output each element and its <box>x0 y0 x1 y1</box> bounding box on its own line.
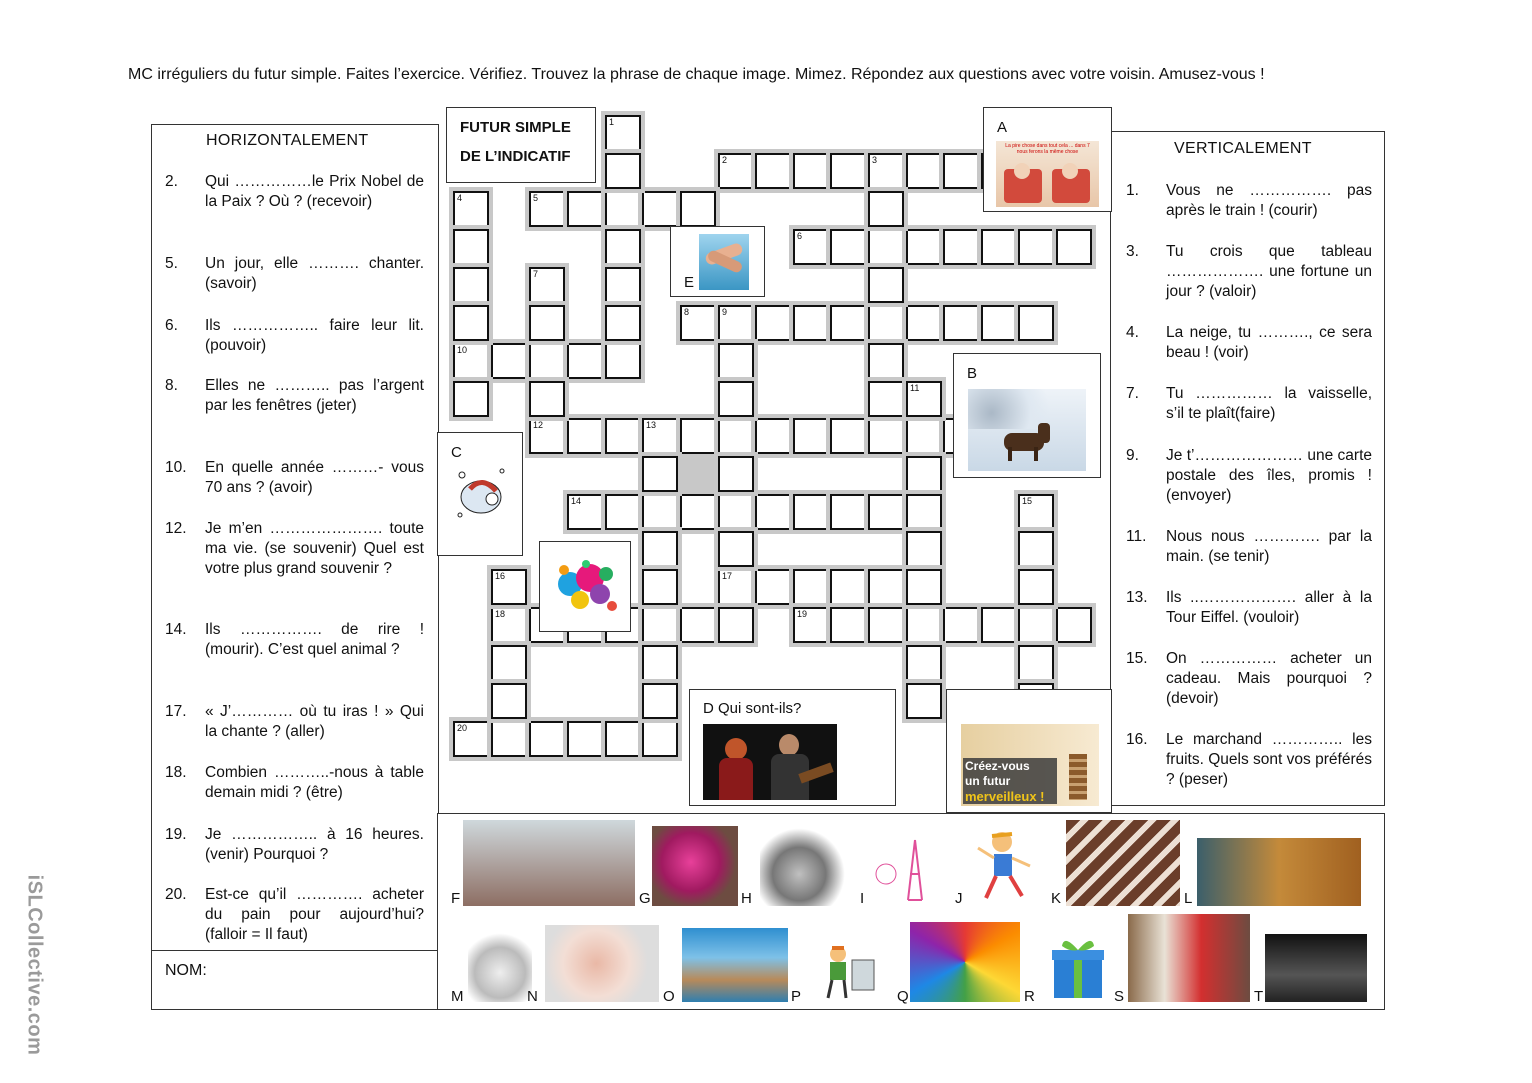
crossword-cell[interactable] <box>1018 645 1054 681</box>
cell-number: 9 <box>722 307 728 317</box>
picture-box-c <box>437 432 523 556</box>
crossword-cell[interactable] <box>642 418 678 454</box>
clue-number: 10. <box>165 459 187 476</box>
clue-text: Tu …………… la vaisselle, s’il te plaît(faire) <box>1166 385 1372 422</box>
crossword-cell[interactable] <box>529 418 565 454</box>
crossword-cell[interactable] <box>868 343 904 379</box>
crossword-cell[interactable] <box>718 343 754 379</box>
crossword-cell[interactable] <box>605 494 641 530</box>
cell-number: 15 <box>1022 496 1033 506</box>
vertical-title: VERTICALEMENT <box>1174 140 1312 157</box>
poster-line-3: merveilleux ! <box>965 789 1045 804</box>
picture-label-a: A <box>997 119 1008 136</box>
crossword-cell[interactable] <box>981 607 1017 643</box>
crossword-cell[interactable] <box>755 153 791 189</box>
crossword-cell[interactable] <box>718 305 754 341</box>
gift-icon <box>1048 930 1108 1002</box>
cell-number: 4 <box>457 193 463 203</box>
crossword-cell[interactable] <box>605 418 641 454</box>
eiffel-drawing <box>870 834 948 906</box>
clue-text: Ils …………….. faire leur lit. (pouvoir) <box>205 317 424 354</box>
crossword-cell[interactable] <box>680 305 716 341</box>
picture-label: O <box>663 988 675 1005</box>
clue-number: 1. <box>1126 182 1139 199</box>
cell-number: 18 <box>495 609 506 619</box>
crossword-cell[interactable] <box>906 153 942 189</box>
crossword-cell[interactable] <box>642 456 678 492</box>
crossword-cell[interactable] <box>642 645 678 681</box>
cell-number: 5 <box>533 193 539 203</box>
clue-text: Un jour, elle ………. chanter. (savoir) <box>205 255 424 292</box>
baby-photo <box>545 925 659 1002</box>
crossword-cell[interactable] <box>491 569 527 605</box>
crossword-cell[interactable] <box>605 343 641 379</box>
clue-number: 12. <box>165 520 187 537</box>
cell-number: 6 <box>797 231 803 241</box>
picture-label: P <box>791 988 802 1005</box>
crossword-cell[interactable] <box>943 153 979 189</box>
clue-number: 18. <box>165 764 187 781</box>
crossword-cell[interactable] <box>529 305 565 341</box>
cell-number: 12 <box>533 420 544 430</box>
crossword-cell[interactable] <box>567 721 603 757</box>
crossword-cell[interactable] <box>605 721 641 757</box>
crossword-cell[interactable] <box>491 607 527 643</box>
crossword-cell[interactable] <box>642 191 678 227</box>
crossword-cell[interactable] <box>529 381 565 417</box>
clue-text: Elles ne ……….. pas l’argent par les fenêtres (jeter) <box>205 377 424 414</box>
crossword-cell[interactable] <box>1056 229 1092 265</box>
crossword-cell[interactable] <box>981 305 1017 341</box>
crossword-cell[interactable] <box>529 721 565 757</box>
picture-a-caption: La pire chose dans tout cela ... dans 7 nous ferons la même chose <box>1005 143 1090 155</box>
crossword-cell[interactable] <box>868 381 904 417</box>
crossword-cell[interactable] <box>1018 305 1054 341</box>
picture-box-d <box>689 689 896 806</box>
crossword-cell[interactable] <box>943 305 979 341</box>
crossword-cell[interactable] <box>718 381 754 417</box>
picture-b-photo <box>968 389 1086 471</box>
crossword-cell[interactable] <box>605 115 641 151</box>
cell-number: 2 <box>722 155 728 165</box>
picture-a-photo <box>996 141 1099 207</box>
crossword-cell[interactable] <box>868 494 904 530</box>
picture-label-b: B <box>967 365 978 382</box>
crossword-cell[interactable] <box>830 305 866 341</box>
nom-label: NOM: <box>165 962 207 979</box>
cell-number: 14 <box>571 496 582 506</box>
crossword-cell[interactable] <box>1018 494 1054 530</box>
crossword-cell[interactable] <box>605 153 641 189</box>
clue-text: On …………… acheter un cadeau. Mais pourquoi ? (devoir) <box>1166 650 1372 707</box>
clue-number: 4. <box>1126 324 1139 341</box>
picture-label: Q <box>897 988 909 1005</box>
clue-number: 19. <box>165 826 187 843</box>
crossword-cell[interactable] <box>567 191 603 227</box>
clue-text: Vous ne ……………. pas après le train ! (courir) <box>1166 182 1372 219</box>
crossword-cell[interactable] <box>755 494 791 530</box>
horizontal-title: HORIZONTALEMENT <box>206 132 369 149</box>
cell-number: 16 <box>495 571 506 581</box>
crossword-cell[interactable] <box>605 229 641 265</box>
picture-e-photo <box>699 234 749 290</box>
crossword-cell[interactable] <box>793 153 829 189</box>
clue-number: 16. <box>1126 731 1148 748</box>
picture-label-e: E <box>684 274 695 291</box>
crossword-cell[interactable] <box>567 418 603 454</box>
clue-number: 5. <box>165 255 178 272</box>
crossword-cell[interactable] <box>906 569 942 605</box>
crossword-cell[interactable] <box>1018 569 1054 605</box>
crossword-cell[interactable] <box>642 569 678 605</box>
crossword-title-line1: FUTUR SIMPLE <box>460 119 571 136</box>
picture-label: H <box>741 890 752 907</box>
crossword-cell[interactable] <box>755 305 791 341</box>
clue-number: 17. <box>165 703 187 720</box>
crossword-cell[interactable] <box>906 456 942 492</box>
crossword-cell[interactable] <box>755 569 791 605</box>
train-running-photo <box>1197 838 1361 906</box>
crossword-cell[interactable] <box>642 721 678 757</box>
crossword-cell[interactable] <box>943 229 979 265</box>
instructions: MC irréguliers du futur simple. Faites l’exercice. Vérifiez. Trouvez la phrase de chaque image. Mimez. Répondez aux questions avec votre voisin. Amusez-vous ! <box>128 66 1265 83</box>
pink-dog-photo <box>652 826 738 906</box>
picture-box-b <box>953 353 1101 478</box>
crossword-cell[interactable] <box>755 418 791 454</box>
crossword-cell[interactable] <box>680 494 716 530</box>
scale-photo <box>468 918 532 1002</box>
crossword-cell[interactable] <box>943 607 979 643</box>
clue-text: Ils ..………………. aller à la Tour Eiffel. (vouloir) <box>1166 589 1372 626</box>
watermark-text: iSLCollective.com <box>23 874 46 1056</box>
crossword-cell[interactable] <box>868 229 904 265</box>
crossword-cell[interactable] <box>868 267 904 303</box>
crossword-cell[interactable] <box>906 607 942 643</box>
crossword-cell[interactable] <box>906 683 942 719</box>
crossword-cell[interactable] <box>981 229 1017 265</box>
crossword-cell[interactable] <box>906 645 942 681</box>
crossword-cell[interactable] <box>830 607 866 643</box>
crossword-cell[interactable] <box>642 607 678 643</box>
crossword-cell[interactable] <box>491 721 527 757</box>
cell-number: 8 <box>684 307 690 317</box>
poster-line-1: Créez-vous <box>965 759 1030 773</box>
crossword-cell[interactable] <box>718 456 754 492</box>
crossword-cell[interactable] <box>680 418 716 454</box>
wash-dishes-icon <box>452 465 510 525</box>
cell-number: 10 <box>457 345 468 355</box>
crossword-cell[interactable] <box>605 305 641 341</box>
crossword-cell[interactable] <box>868 191 904 227</box>
crossword-cell[interactable] <box>642 683 678 719</box>
crossword-cell[interactable] <box>830 229 866 265</box>
picture-label: L <box>1184 890 1193 907</box>
nom-divider <box>151 950 439 951</box>
cell-number: 1 <box>609 117 615 127</box>
market-photo <box>463 820 635 906</box>
picture-c-drawing <box>452 465 510 525</box>
crossword-cell[interactable] <box>453 267 489 303</box>
crossword-cell[interactable] <box>793 607 829 643</box>
clue-text: Je t’………………… une carte postale des îles, promis ! (envoyer) <box>1166 447 1372 504</box>
picture-label: K <box>1051 890 1062 907</box>
clue-text: Nous nous …………. par la main. (se tenir) <box>1166 528 1372 565</box>
crossword-cell[interactable] <box>1018 607 1054 643</box>
crossword-cell[interactable] <box>830 569 866 605</box>
clue-text: Je m’en …………………. toute ma vie. (se souvenir) Quel est votre plus grand souvenir ? <box>205 520 424 577</box>
clue-text: Est-ce qu’il …………. acheter du pain pour aujourd’hui? (falloir = Il faut) <box>205 886 424 943</box>
crossword-cell[interactable] <box>906 531 942 567</box>
clue-text: Le marchand ………….. les fruits. Quels sont vos préférés ? (peser) <box>1166 731 1372 788</box>
clue-number: 13. <box>1126 589 1148 606</box>
clue-number: 14. <box>165 621 187 638</box>
picture-box-poster <box>946 689 1112 813</box>
picture-label: M <box>451 988 464 1005</box>
crossword-cell[interactable] <box>1056 607 1092 643</box>
cell-number: 11 <box>910 383 920 393</box>
crossword-cell[interactable] <box>830 494 866 530</box>
clue-number: 7. <box>1126 385 1139 402</box>
crossword-cell[interactable] <box>906 381 942 417</box>
film-scene-photo <box>1265 934 1367 1002</box>
abstract-painting-photo <box>910 922 1020 1002</box>
crossword-cell[interactable] <box>567 494 603 530</box>
clue-text: La neige, tu ………., ce sera beau ! (voir) <box>1166 324 1372 361</box>
picture-label: S <box>1114 988 1125 1005</box>
cell-number: 3 <box>872 155 878 165</box>
dishes-child-drawing <box>816 938 882 1002</box>
crossword-cell[interactable] <box>793 569 829 605</box>
nobel-laureates-photo <box>1128 914 1250 1002</box>
crossword-cell[interactable] <box>868 607 904 643</box>
poster-photo <box>961 724 1099 806</box>
clue-text: Combien ………..-nous à table demain midi ? (être) <box>205 764 424 801</box>
cell-number: 19 <box>797 609 808 619</box>
crossword-cell[interactable] <box>529 191 565 227</box>
crossword-cell[interactable] <box>453 343 489 379</box>
crossword-cell[interactable] <box>642 531 678 567</box>
crossword-cell[interactable] <box>605 191 641 227</box>
clue-number: 3. <box>1126 243 1139 260</box>
clue-number: 11. <box>1126 528 1147 545</box>
picture-label-d: D Qui sont-ils? <box>703 700 802 717</box>
crossword-title-line2: DE L’INDICATIF <box>460 148 571 165</box>
table-setting-photo <box>1066 820 1180 906</box>
crossword-cell[interactable] <box>567 343 603 379</box>
crossword-cell[interactable] <box>1018 229 1054 265</box>
clue-text: Qui ……………le Prix Nobel de la Paix ? Où ? (recevoir) <box>205 173 424 210</box>
island-postcard-photo <box>682 928 788 1002</box>
crossword-cell[interactable] <box>718 607 754 643</box>
crossword-cell[interactable] <box>830 153 866 189</box>
crossword-cell[interactable] <box>718 494 754 530</box>
clue-text: « J’………… où tu iras ! » Qui la chante ? (aller) <box>205 703 424 740</box>
clue-number: 20. <box>165 886 187 903</box>
crossword-cell[interactable] <box>793 418 829 454</box>
crossword-cell[interactable] <box>529 267 565 303</box>
clue-text: Ils ……………. de rire ! (mourir). C’est quel animal ? <box>205 621 424 658</box>
paint-splash-icon <box>540 542 630 631</box>
crossword-cell[interactable] <box>718 153 754 189</box>
crossword-title-box <box>446 107 596 183</box>
clue-text: En quelle année ………- vous 70 ans ? (avoir) <box>205 459 424 496</box>
crossword-cell[interactable] <box>491 645 527 681</box>
crossword-cell[interactable] <box>529 343 565 379</box>
cell-number: 17 <box>722 571 733 581</box>
crossword-cell[interactable] <box>868 569 904 605</box>
picture-label: T <box>1254 988 1264 1005</box>
crossword-cell[interactable] <box>793 494 829 530</box>
crossword-cell[interactable] <box>453 381 489 417</box>
crossword-cell[interactable] <box>868 418 904 454</box>
crossword-cell[interactable] <box>793 305 829 341</box>
picture-label: G <box>639 890 651 907</box>
crossword-cell[interactable] <box>906 494 942 530</box>
crossword-cell[interactable] <box>680 607 716 643</box>
shaded-cell <box>680 456 716 492</box>
picture-box-paint <box>539 541 631 632</box>
crossword-cell[interactable] <box>718 531 754 567</box>
picture-box-a <box>983 107 1112 212</box>
crossword-cell[interactable] <box>868 305 904 341</box>
picture-label-c: C <box>451 444 462 461</box>
alarm-clock-photo <box>760 826 858 906</box>
poster-line-2: un futur <box>965 774 1011 788</box>
clue-number: 8. <box>165 377 178 394</box>
crossword-cell[interactable] <box>491 683 527 719</box>
picture-label: I <box>860 890 865 907</box>
crossword-cell[interactable] <box>680 191 716 227</box>
crossword-cell[interactable] <box>906 418 942 454</box>
picture-label: R <box>1024 988 1035 1005</box>
crossword-cell[interactable] <box>453 229 489 265</box>
crossword-cell[interactable] <box>906 305 942 341</box>
picture-box-e <box>670 226 765 297</box>
crossword-cell[interactable] <box>642 494 678 530</box>
picture-label: N <box>527 988 538 1005</box>
picture-label: J <box>955 890 963 907</box>
clue-number: 15. <box>1126 650 1148 667</box>
crossword-cell[interactable] <box>1018 531 1054 567</box>
running-girl-drawing <box>966 826 1046 906</box>
crossword-cell[interactable] <box>453 191 489 227</box>
clue-number: 6. <box>165 317 178 334</box>
crossword-cell[interactable] <box>491 343 527 379</box>
crossword-cell[interactable] <box>906 229 942 265</box>
clue-text: Tu crois que tableau ………………. une fortune un jour ? (valoir) <box>1166 243 1372 300</box>
crossword-cell[interactable] <box>868 153 904 189</box>
cell-number: 13 <box>646 420 657 430</box>
crossword-cell[interactable] <box>453 305 489 341</box>
clue-number: 2. <box>165 173 178 190</box>
clue-number: 9. <box>1126 447 1139 464</box>
crossword-cell[interactable] <box>718 418 754 454</box>
clue-text: Je …………….. à 16 heures. (venir) Pourquoi ? <box>205 826 424 863</box>
crossword-cell[interactable] <box>453 721 489 757</box>
crossword-cell[interactable] <box>793 229 829 265</box>
watermark <box>14 870 54 1060</box>
crossword-cell[interactable] <box>605 267 641 303</box>
crossword-cell[interactable] <box>718 569 754 605</box>
crossword-cell[interactable] <box>830 418 866 454</box>
picture-label: F <box>451 890 461 907</box>
picture-d-photo <box>703 724 837 800</box>
cell-number: 7 <box>533 269 539 279</box>
cell-number: 20 <box>457 723 468 733</box>
